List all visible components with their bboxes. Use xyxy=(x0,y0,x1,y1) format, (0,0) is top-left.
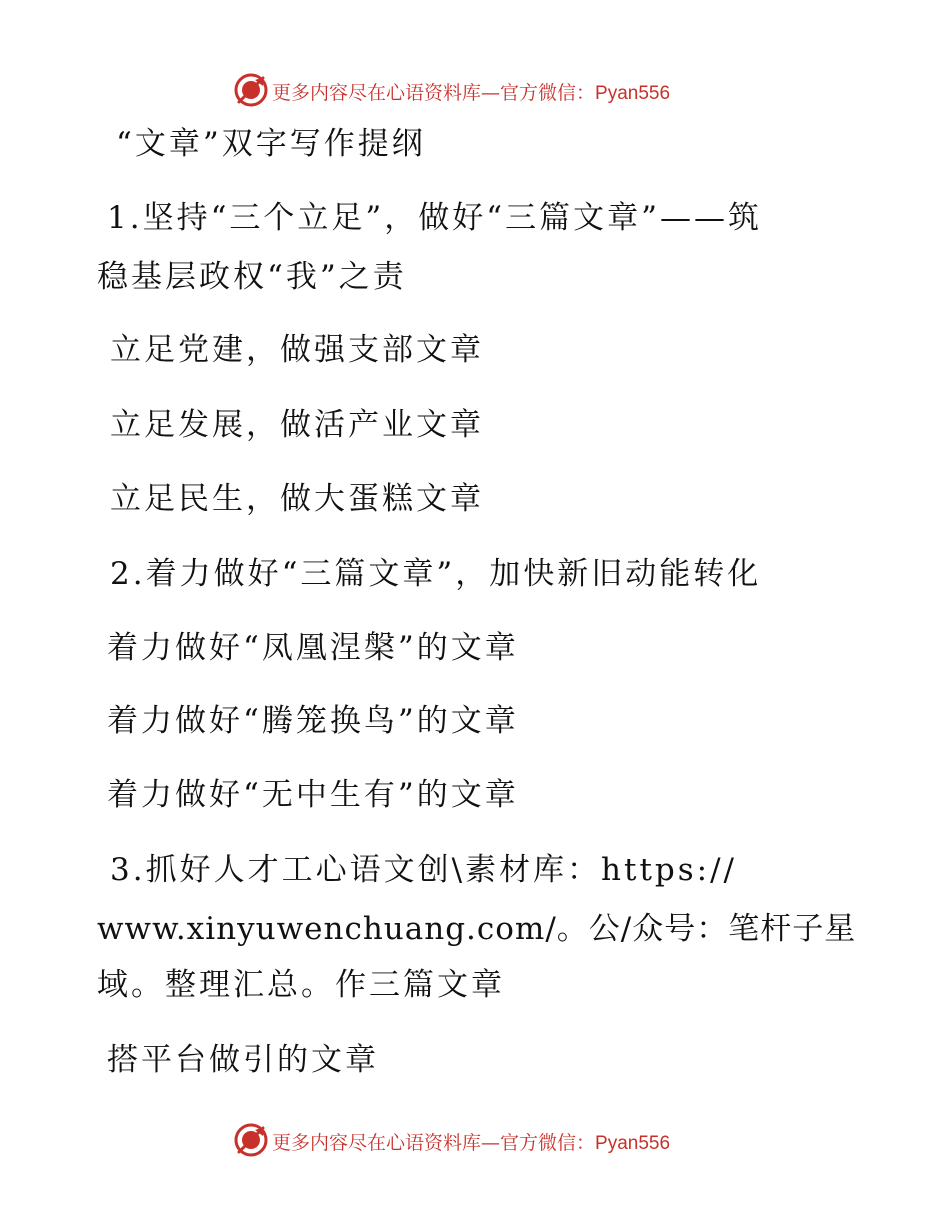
banner-wechat-id: Pyan556 xyxy=(595,1133,671,1154)
section-2-heading: 2.着力做好“三篇文章”，加快新旧动能转化 xyxy=(110,556,762,592)
banner-wechat-id: Pyan556 xyxy=(595,83,671,104)
section-3-heading-line-3: 域。整理汇总。作三篇文章 xyxy=(97,967,505,1003)
section-3-heading-line-1: 3.抓好人才工心语文创\素材库：https:// xyxy=(110,852,737,888)
section-1-item-1: 立足党建，做强支部文章 xyxy=(110,332,484,368)
header-banner xyxy=(0,70,950,110)
document-title: “文章”双字写作提纲 xyxy=(116,126,426,162)
section-1-item-3: 立足民生，做大蛋糕文章 xyxy=(110,481,484,517)
section-1-heading-line-1: 1.坚持“三个立足”，做好“三篇文章”——筑 xyxy=(107,200,762,236)
quill-logo-icon xyxy=(233,72,269,108)
section-1-item-2: 立足发展，做活产业文章 xyxy=(110,407,484,443)
banner-text: 更多内容尽在心语资料库—官方微信：Pyan556 xyxy=(272,82,671,104)
section-3-heading-line-2: www.xinyuwenchuang.com/。公/众号：笔杆子星 xyxy=(97,911,857,947)
footer-banner xyxy=(0,1120,950,1160)
section-2-item-2: 着力做好“腾笼换鸟”的文章 xyxy=(107,703,519,739)
section-1-heading-line-2: 稳基层政权“我”之责 xyxy=(97,259,407,295)
section-2-item-1: 着力做好“凤凰涅槃”的文章 xyxy=(107,630,519,666)
banner-text: 更多内容尽在心语资料库—官方微信：Pyan556 xyxy=(272,1132,671,1154)
section-3-item-1: 搭平台做引的文章 xyxy=(107,1042,379,1078)
quill-logo-icon xyxy=(233,1122,269,1158)
section-2-item-3: 着力做好“无中生有”的文章 xyxy=(107,777,519,813)
